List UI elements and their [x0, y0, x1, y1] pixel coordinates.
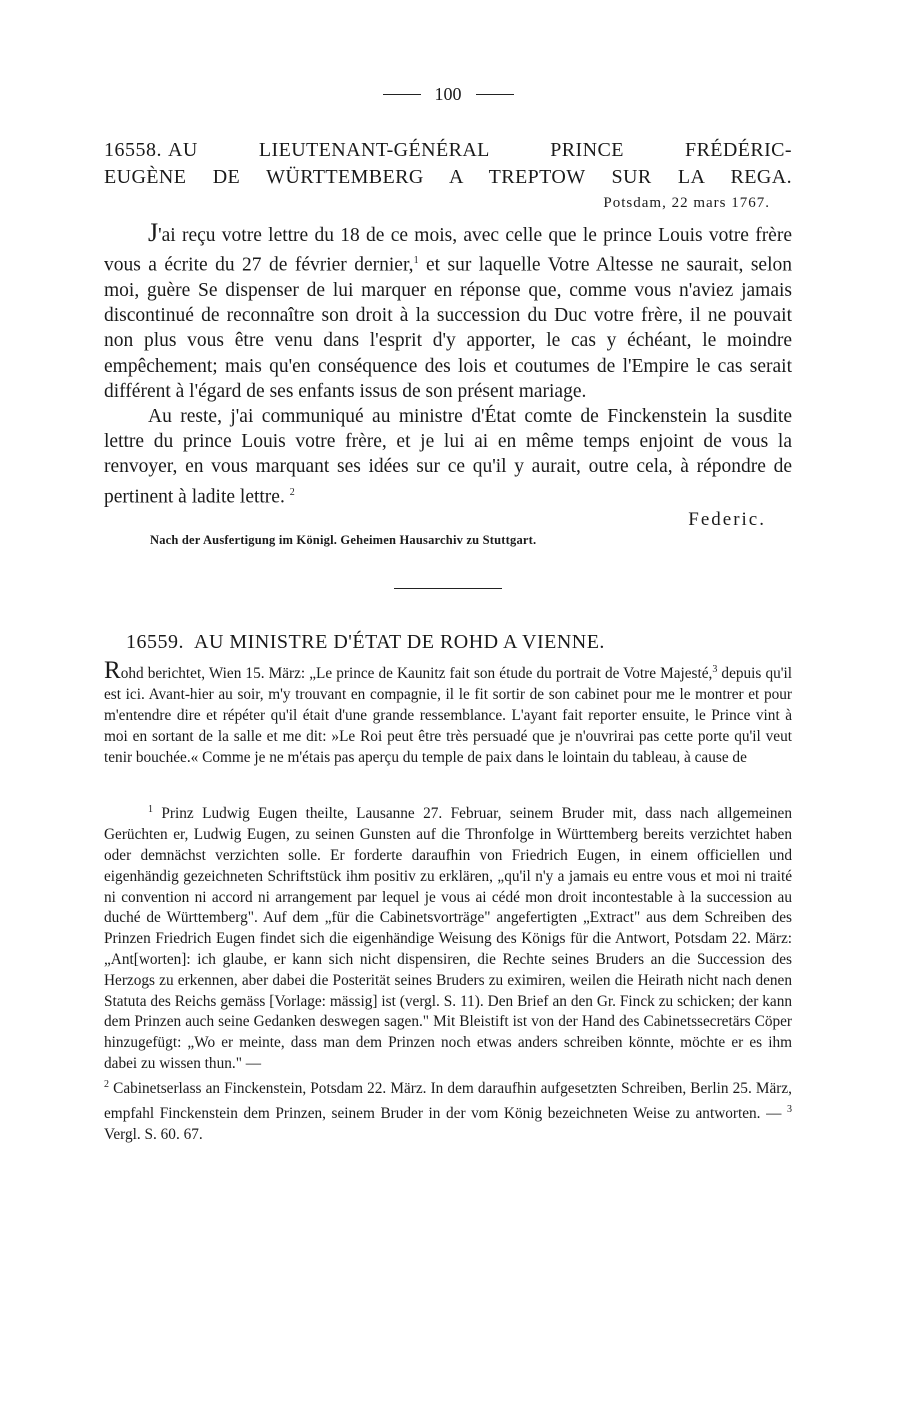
letter-heading	[104, 137, 792, 191]
heading-text-2: AU MINISTRE D'ÉTAT DE ROHD A VIENNE.	[194, 631, 605, 654]
page-number: 100	[434, 84, 462, 104]
document-page	[104, 84, 792, 1145]
heading-line-1: AU LIEUTENANT-GÉNÉRAL PRINCE FRÉDÉRIC-	[168, 139, 792, 161]
letter-paragraph-2: Au reste, j'ai communiqué au ministre d'État comte de Finckenstein la susdite lettre du prince Louis votre frère, et je lui ai en même temps enjoint de vous la renvoyer, en vous marquant ses idées sur ce qu'il y aurait, outre cela, à répondre de pertinent à ladite lettre. $^2$	[104, 405, 792, 508]
regest-paragraph: Rohd berichtet, Wien 15. März: „Le prince de Kaunitz fait son étude du portrait de Votre Majesté,$^3$ depuis qu'il est ici. Avant-hier au soir, m'y trouvant en compagnie, il le fit sortir de son cabinet pour me le montrer et pour m'entendre dire et répéter qu'il était d'une grande ressemblance. L'ayant fait reporter ensuite, le Prince vint à moi en sortant de la salle et me dit: »Le Roi peut être très persuadé que je n'ouvrirai pas cette porte qu'il veut tenir bouchée.« Comme je ne m'étais pas aperçu du temple de paix dans le lointain du tableau, à cause de	[104, 657, 792, 766]
letter-number: 16558.	[104, 139, 162, 161]
header-dash-right	[476, 94, 514, 95]
drop-cap-2: R	[104, 657, 121, 685]
footnote-ref: 1	[413, 255, 419, 267]
signature: Federic.	[688, 509, 766, 531]
header-dash-left	[383, 94, 421, 95]
dateline: Potsdam, 22 mars 1767.	[603, 195, 770, 211]
letter-number-2: 16559.	[126, 631, 184, 654]
letter-paragraph-1: J'ai reçu votre lettre du 18 de ce mois, avec celle que le prince Louis votre frère vous a écrite du 27 de février dernier,$^1$ et sur laquelle Votre Altesse ne saurait, selon moi, guère Se dispenser de lui marquer en réponse que, comme vous n'aviez jamais discontinué de reconnaître son droit à la succession du Duc votre frère, il ne pouvait non plus vous être venu dans l'esprit d'y apporter, le cas y échéant, le moindre empêchement; mais qu'en conséquence des lois et coutumes de l'Empire le cas serait différent à l'égard de ses enfants issus de son présent mariage.	[104, 218, 793, 402]
drop-cap: J	[148, 218, 159, 247]
footnote-1: $^1$ Prinz Ludwig Eugen theilte, Lausanne 27. Februar, seinem Bruder mit, dass nach allgemeinen Gerüchten er, Ludwig Eugen, zu seinen Gunsten auf die Thronfolge in Württemberg bereits verzichtet haben oder demnächst verzichten solle. Er forderte daraufhin von Friedrich Eugen, in einem officiellen und eigenhändig gezeichneten Schriftstück ihm positiv zu erklären, „qu'il n'y a jamais eu entre vous et moi ni traité ni convention ni accord ni arrangement par lequel je vous ai cédé mon droit incontestable à la succession au duché de Württemberg". Auf dem „für die Cabinetsvorträge" angefertigten „Extract" aus dem Schreiben des Prinzen Friedrich Eugen findet sich die eigenhändige Weisung des Königs für die Antwort, Potsdam 22. März: „Ant[worten]: ich glaube, er kann sich nicht dispensiren, die Rechte seines Bruders an die Succession des Herzogs zu erkennen, aber dabei die Posterität seines Bruders zu eximiren, weilen die Heirath nicht nach denen Statuta des Reichs gemäss [Vorlage: mässig] ist (vergl. S. 11). Den Brief an den Gr. Finck zu schicken; der kann dem Prinzen auch seine Gedanken deswegen sagen." Mit Bleistift ist von der Hand des Cabinetssecretärs Cöper hinzugefügt: „Wo er meinte, dass man dem Prinzen noch etwas anders schreiben könnte, möchte er es ihm dabei zu wissen thun." —	[104, 804, 792, 1072]
footnote-ref: 3	[712, 664, 718, 676]
letter-heading-2	[104, 631, 792, 654]
section-divider	[394, 588, 502, 589]
footnotes	[104, 800, 792, 1145]
source-note: Nach der Ausfertigung im Königl. Geheimen Hausarchiv zu Stuttgart.	[150, 533, 537, 548]
page-header	[104, 84, 792, 105]
heading-line-2: EUGÈNE DE WÜRTTEMBERG A TREPTOW SUR LA REGA.	[104, 166, 792, 188]
footnote-ref: 2	[289, 486, 295, 498]
footnote-2-3: $^2$ Cabinetserlass an Finckenstein, Potsdam 22. März. In dem daraufhin aufgesetzten Schreiben, Berlin 25. März, empfahl Finckenstein dem Prinzen, seinem Bruder in der vom König bezeichneten Weise zu antworten. — $^3$ Vergl. S. 60. 67.	[104, 1078, 792, 1143]
